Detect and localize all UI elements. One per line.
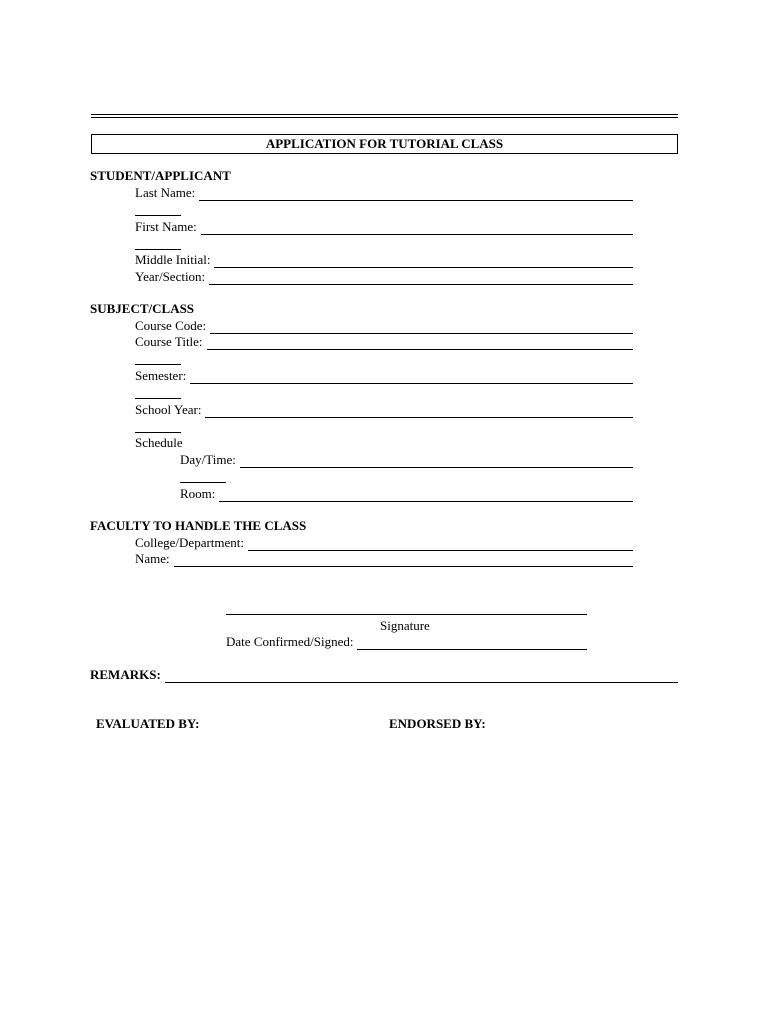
schedule-label: Schedule bbox=[135, 435, 183, 450]
first-name-stub bbox=[135, 249, 181, 250]
semester-field[interactable] bbox=[135, 368, 633, 384]
faculty-name-field[interactable] bbox=[135, 551, 633, 567]
remarks-field[interactable] bbox=[90, 667, 678, 683]
middle-initial-field[interactable] bbox=[135, 252, 633, 268]
last-name-stub bbox=[135, 215, 181, 216]
first-name-field[interactable] bbox=[135, 219, 633, 235]
day-time-field[interactable] bbox=[180, 452, 633, 468]
remarks-line[interactable] bbox=[165, 669, 678, 683]
semester-line[interactable] bbox=[190, 370, 633, 384]
endorsed-by-label: ENDORSED BY: bbox=[389, 716, 486, 731]
year-section-line[interactable] bbox=[209, 271, 633, 285]
room-field[interactable] bbox=[180, 486, 633, 502]
day-time-label: Day/Time: bbox=[180, 452, 236, 467]
date-confirmed-line[interactable] bbox=[357, 636, 587, 650]
middle-initial-label: Middle Initial: bbox=[135, 252, 211, 267]
school-year-label: School Year: bbox=[135, 402, 202, 417]
first-name-line[interactable] bbox=[201, 221, 633, 235]
college-department-line[interactable] bbox=[248, 537, 633, 551]
college-department-field[interactable] bbox=[135, 535, 633, 551]
student-heading: STUDENT/APPLICANT bbox=[90, 168, 231, 183]
form-title bbox=[91, 134, 678, 154]
year-section-label: Year/Section: bbox=[135, 269, 206, 284]
last-name-line[interactable] bbox=[199, 187, 633, 201]
day-time-line[interactable] bbox=[240, 454, 633, 468]
room-line[interactable] bbox=[219, 488, 633, 502]
faculty-name-label: Name: bbox=[135, 551, 170, 566]
year-section-field[interactable] bbox=[135, 269, 633, 285]
school-year-field[interactable] bbox=[135, 402, 633, 418]
faculty-heading: FACULTY TO HANDLE THE CLASS bbox=[90, 518, 307, 533]
signature-label: Signature bbox=[380, 618, 430, 633]
semester-stub bbox=[135, 398, 181, 399]
school-year-line[interactable] bbox=[205, 404, 633, 418]
school-year-stub bbox=[135, 432, 181, 433]
faculty-name-line[interactable] bbox=[174, 553, 633, 567]
college-department-label: College/Department: bbox=[135, 535, 245, 550]
course-code-field[interactable] bbox=[135, 318, 633, 334]
course-title-stub bbox=[135, 364, 181, 365]
semester-label: Semester: bbox=[135, 368, 187, 383]
subject-heading: SUBJECT/CLASS bbox=[90, 301, 195, 316]
course-code-line[interactable] bbox=[210, 320, 633, 334]
signature-line[interactable] bbox=[226, 614, 587, 615]
course-code-label: Course Code: bbox=[135, 318, 207, 333]
course-title-field[interactable] bbox=[135, 334, 633, 350]
last-name-field[interactable] bbox=[135, 185, 633, 201]
top-rule-1 bbox=[91, 114, 678, 115]
top-rule-2 bbox=[91, 117, 678, 118]
date-confirmed-label: Date Confirmed/Signed: bbox=[226, 634, 354, 649]
room-label: Room: bbox=[180, 486, 216, 501]
last-name-label: Last Name: bbox=[135, 185, 196, 200]
course-title-label: Course Title: bbox=[135, 334, 203, 349]
form-title-text: APPLICATION FOR TUTORIAL CLASS bbox=[265, 136, 504, 151]
course-title-line[interactable] bbox=[207, 336, 633, 350]
date-confirmed-field[interactable] bbox=[226, 634, 587, 650]
evaluated-by-label: EVALUATED BY: bbox=[96, 716, 200, 731]
remarks-label: REMARKS: bbox=[90, 667, 161, 682]
middle-initial-line[interactable] bbox=[214, 254, 633, 268]
day-time-stub bbox=[180, 482, 226, 483]
first-name-label: First Name: bbox=[135, 219, 197, 234]
